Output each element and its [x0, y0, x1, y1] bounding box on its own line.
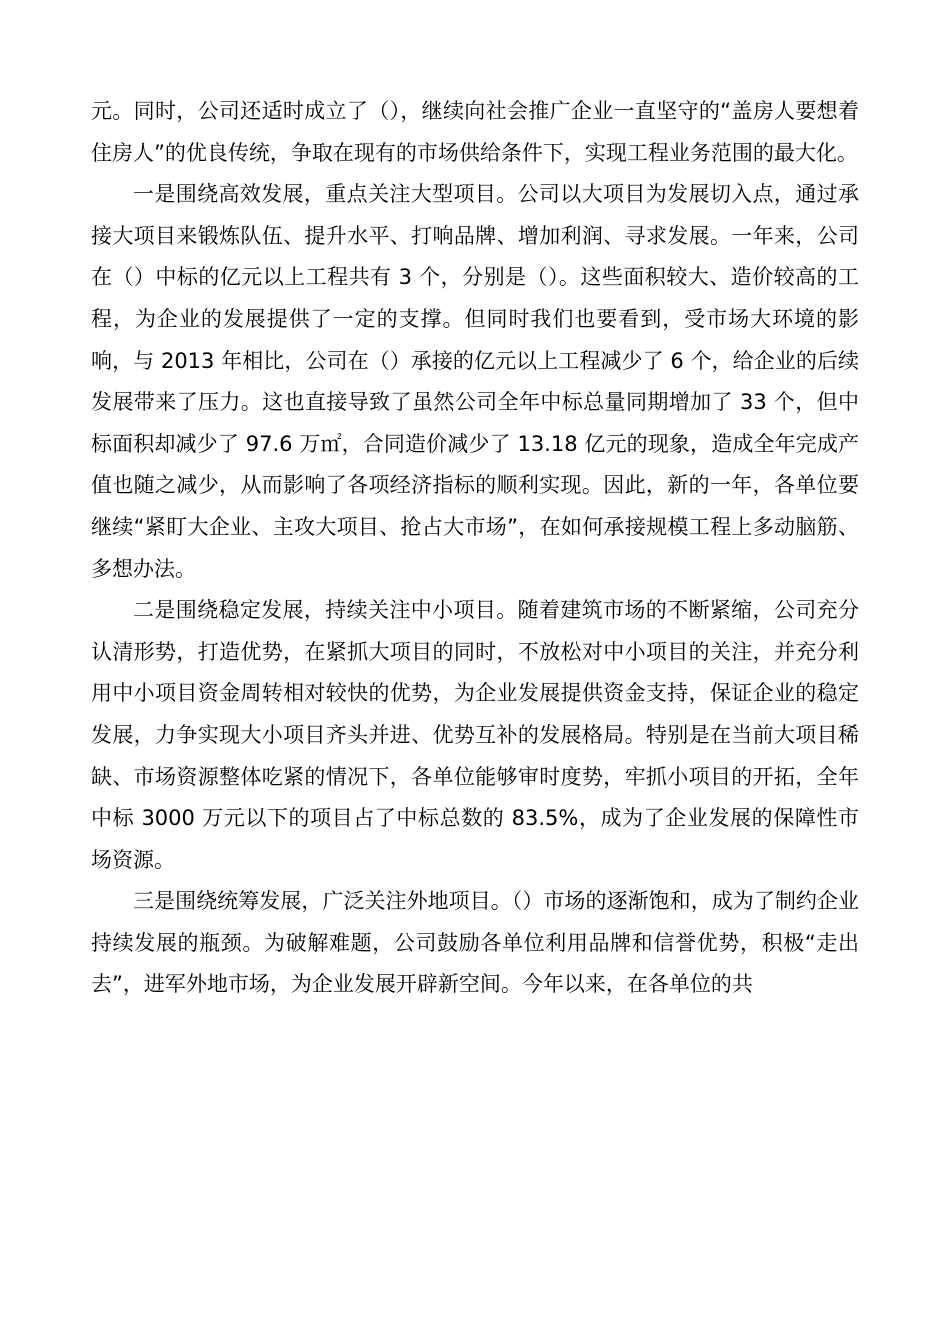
- paragraph-large-projects: 一是围绕高效发展，重点关注大型项目。公司以大项目为发展切入点，通过承接大项目来锻炼队伍、提升水平、打响品牌、增加利润、寻求发展。一年来，公司在（）中标的亿元以上工程共有 3 个，分别是（）。这些面积较大、造价较高的工程，为企业的发展提供了一定的支撑。但同时我们也要看到，受市场大环境的影响，与 2013 年相比，公司在（）承接的亿元以上工程减少了 6 个，给企业的后续发展带来了压力。这也直接导致了虽然公司全年中标总量同期增加了 33 个，但中标面积却减少了 97.6 万㎡，合同造价减少了 13.18 亿元的现象，造成全年完成产值也随之减少，从而影响了各项经济指标的顺利实现。因此，新的一年，各单位要继续“紧盯大企业、主攻大项目、抢占大市场”，在如何承接规模工程上多动脑筋、多想办法。: [91, 182, 859, 581]
- paragraph-external-projects: 三是围绕统筹发展，广泛关注外地项目。（）市场的逐渐饱和，成为了制约企业持续发展的瓶颈。为破解难题，公司鼓励各单位利用品牌和信誉优势，积极“走出去”，进军外地市场，为企业发展开辟新空间。今年以来，在各单位的共: [91, 889, 859, 997]
- paragraph-small-projects: 二是围绕稳定发展，持续关注中小项目。随着建筑市场的不断紧缩，公司充分认清形势，打造优势，在紧抓大项目的同时，不放松对中小项目的关注，并充分利用中小项目资金周转相对较快的优势，为企业发展提供资金支持，保证企业的稳定发展，力争实现大小项目齐头并进、优势互补的发展格局。特别是在当前大项目稀缺、市场资源整体吃紧的情况下，各单位能够审时度势，牢抓小项目的开拓，全年中标 3000 万元以下的项目占了中标总数的 83.5%，成为了企业发展的保障性市场资源。: [91, 598, 859, 872]
- document-body: [91, 91, 859, 1006]
- paragraph-continuation: 元。同时，公司还适时成立了（），继续向社会推广企业一直坚守的“盖房人要想着住房人”的优良传统，争取在现有的市场供给条件下，实现工程业务范围的最大化。: [91, 99, 859, 165]
